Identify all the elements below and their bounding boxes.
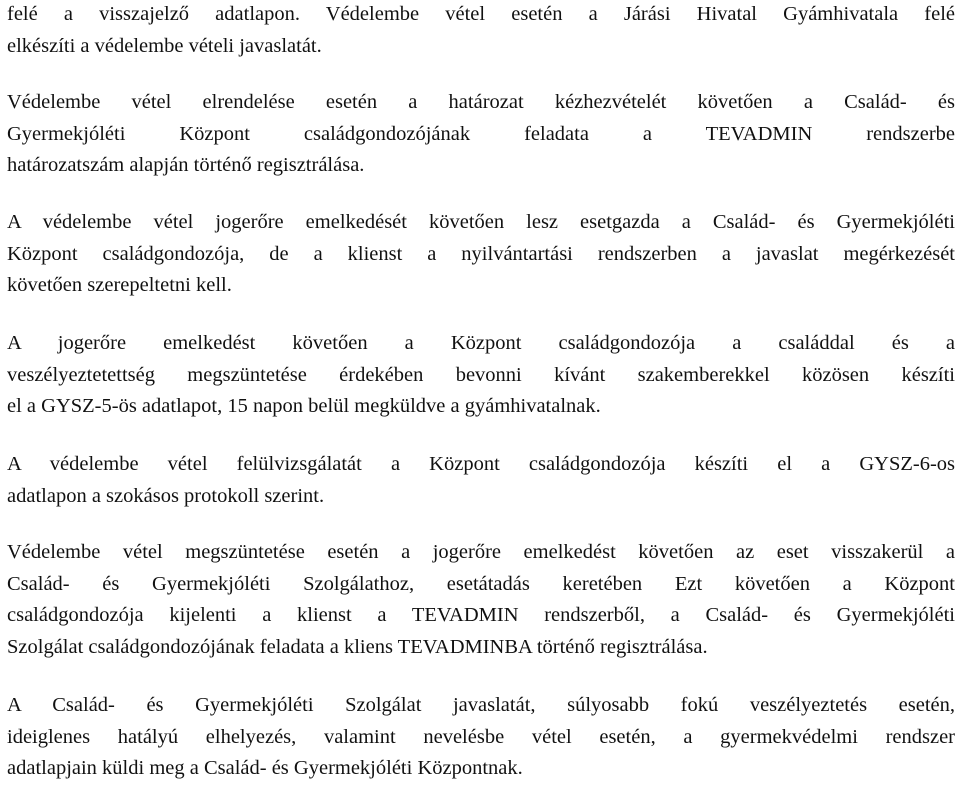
paragraph-2 (7, 87, 955, 182)
text-line: A Család- és Gyermekjóléti Szolgálat javaslatát, súlyosabb fokú veszélyeztetés esetén, (7, 694, 955, 716)
text-line: Központ családgondozója, de a klienst a nyilvántartási rendszerben a javaslat megérkezését (7, 242, 955, 265)
paragraph-4 (7, 328, 955, 423)
text-line: A védelembe vétel felülvizsgálatát a Központ családgondozója készíti el a GYSZ-6-os (7, 453, 955, 475)
text-line: adatlapjain küldi meg a Család- és Gyermekjóléti Központnak. (7, 757, 523, 779)
paragraph-1 (7, 0, 955, 62)
paragraph-6 (7, 537, 955, 663)
paragraph-3 (7, 207, 955, 302)
paragraph-5 (7, 449, 955, 512)
text-line: veszélyeztetettség megszüntetése érdekében bevonni kívánt szakemberekkel közösen készíti (7, 363, 955, 386)
text-line: A védelembe vétel jogerőre emelkedését követően lesz esetgazda a Család- és Gyermekjóléti (7, 211, 955, 233)
text-line: adatlapon a szokásos protokoll szerint. (7, 484, 325, 507)
text-line: családgondozója kijelenti a klienst a TEVADMIN rendszerből, a Család- és Gyermekjóléti (7, 604, 955, 626)
text-line: követően szerepeltetni kell. (7, 274, 232, 296)
text-line: Család- és Gyermekjóléti Szolgálathoz, esetátadás keretében Ezt követően a Központ (7, 572, 955, 595)
text-line: el a GYSZ-5-ös adatlapot, 15 napon belül megküldve a gyámhivatalnak. (7, 395, 601, 417)
text-line: Szolgálat családgondozójának feladata a kliens TEVADMINBA történő regisztrálása. (7, 635, 708, 658)
text-line: felé a visszajelző adatlapon. Védelembe vétel esetén a Járási Hivatal Gyámhivatala felé (7, 3, 955, 25)
text-line: Védelembe vétel megszüntetése esetén a jogerőre emelkedést követően az eset visszakerül a (7, 541, 955, 563)
text-line: Gyermekjóléti Központ családgondozójának feladata a TEVADMIN rendszerbe (7, 122, 955, 145)
text-line: elkészíti a védelembe vételi javaslatát. (7, 34, 322, 57)
paragraph-7 (7, 690, 955, 785)
text-line: határozatszám alapján történő regisztrálása. (7, 154, 365, 176)
text-line: Védelembe vétel elrendelése esetén a határozat kézhezvételét követően a Család- és (7, 91, 955, 113)
text-line: A jogerőre emelkedést követően a Központ családgondozója a családdal és a (7, 332, 955, 354)
text-line: ideiglenes hatályú elhelyezés, valamint nevelésbe vétel esetén, a gyermekvédelmi rendszer (7, 725, 955, 748)
